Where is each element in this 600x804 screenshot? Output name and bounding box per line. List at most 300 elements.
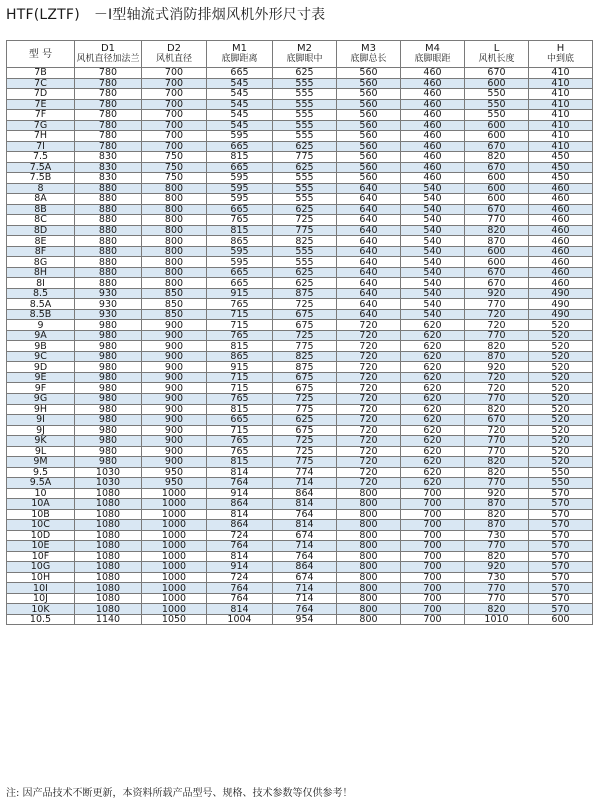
model-cell: 7.5A	[7, 162, 75, 173]
value-cell: 700	[142, 110, 207, 121]
value-cell: 560	[337, 99, 401, 110]
value-cell: 825	[273, 236, 337, 247]
value-cell: 700	[401, 530, 465, 541]
table-row	[7, 593, 593, 604]
value-cell: 880	[75, 257, 142, 268]
value-cell: 765	[207, 299, 273, 310]
value-cell: 620	[401, 362, 465, 373]
value-cell: 720	[337, 446, 401, 457]
footnote: 注: 因产品技术不断更新，本资料所载产品型号、规格、技术参数等仅供参考！	[6, 788, 353, 799]
model-cell: 8D	[7, 225, 75, 236]
value-cell: 980	[75, 393, 142, 404]
model-cell: 8F	[7, 246, 75, 257]
value-cell: 570	[529, 499, 593, 510]
value-cell: 640	[337, 278, 401, 289]
value-cell: 570	[529, 604, 593, 615]
value-cell: 830	[75, 152, 142, 163]
value-cell: 800	[337, 614, 401, 625]
value-cell: 764	[207, 593, 273, 604]
value-cell: 875	[273, 288, 337, 299]
value-cell: 770	[465, 393, 529, 404]
header-m4: M4 底脚眼距	[401, 41, 465, 68]
value-cell: 720	[337, 341, 401, 352]
value-cell: 1080	[75, 562, 142, 573]
value-cell: 814	[207, 509, 273, 520]
value-cell: 1050	[142, 614, 207, 625]
value-cell: 720	[337, 393, 401, 404]
value-cell: 560	[337, 89, 401, 100]
table-row	[7, 509, 593, 520]
value-cell: 764	[273, 509, 337, 520]
value-cell: 770	[465, 593, 529, 604]
table-row	[7, 499, 593, 510]
table-row	[7, 520, 593, 531]
value-cell: 800	[337, 593, 401, 604]
table-row	[7, 236, 593, 247]
table-row	[7, 68, 593, 79]
model-cell: 10I	[7, 583, 75, 594]
value-cell: 715	[207, 309, 273, 320]
table-row	[7, 309, 593, 320]
value-cell: 915	[207, 288, 273, 299]
value-cell: 764	[273, 551, 337, 562]
value-cell: 665	[207, 68, 273, 79]
value-cell: 460	[401, 110, 465, 121]
value-cell: 410	[529, 78, 593, 89]
value-cell: 914	[207, 488, 273, 499]
value-cell: 920	[465, 562, 529, 573]
value-cell: 595	[207, 131, 273, 142]
value-cell: 765	[207, 436, 273, 447]
value-cell: 1000	[142, 541, 207, 552]
model-cell: 8.5B	[7, 309, 75, 320]
value-cell: 764	[207, 541, 273, 552]
value-cell: 715	[207, 372, 273, 383]
table-row	[7, 183, 593, 194]
value-cell: 980	[75, 436, 142, 447]
value-cell: 620	[401, 425, 465, 436]
value-cell: 450	[529, 173, 593, 184]
value-cell: 1030	[75, 478, 142, 489]
table-row	[7, 120, 593, 131]
value-cell: 674	[273, 530, 337, 541]
value-cell: 815	[207, 341, 273, 352]
value-cell: 900	[142, 362, 207, 373]
value-cell: 900	[142, 320, 207, 331]
value-cell: 555	[273, 89, 337, 100]
value-cell: 670	[465, 267, 529, 278]
value-cell: 620	[401, 341, 465, 352]
value-cell: 675	[273, 425, 337, 436]
table-row	[7, 152, 593, 163]
value-cell: 520	[529, 457, 593, 468]
value-cell: 675	[273, 320, 337, 331]
model-cell: 9C	[7, 351, 75, 362]
value-cell: 625	[273, 267, 337, 278]
value-cell: 620	[401, 404, 465, 415]
value-cell: 700	[142, 141, 207, 152]
table-row	[7, 320, 593, 331]
value-cell: 545	[207, 120, 273, 131]
table-row	[7, 404, 593, 415]
value-cell: 520	[529, 330, 593, 341]
value-cell: 460	[529, 257, 593, 268]
value-cell: 800	[142, 225, 207, 236]
value-cell: 700	[142, 120, 207, 131]
value-cell: 595	[207, 194, 273, 205]
value-cell: 620	[401, 383, 465, 394]
value-cell: 1080	[75, 551, 142, 562]
table-row	[7, 467, 593, 478]
value-cell: 724	[207, 530, 273, 541]
value-cell: 800	[337, 541, 401, 552]
value-cell: 820	[465, 152, 529, 163]
table-row	[7, 288, 593, 299]
value-cell: 600	[465, 257, 529, 268]
value-cell: 490	[529, 288, 593, 299]
value-cell: 1080	[75, 488, 142, 499]
value-cell: 620	[401, 372, 465, 383]
value-cell: 770	[465, 478, 529, 489]
value-cell: 410	[529, 68, 593, 79]
value-cell: 900	[142, 372, 207, 383]
table-row	[7, 215, 593, 226]
value-cell: 980	[75, 425, 142, 436]
value-cell: 700	[401, 520, 465, 531]
value-cell: 1000	[142, 551, 207, 562]
model-cell: 8.5	[7, 288, 75, 299]
model-cell: 8A	[7, 194, 75, 205]
value-cell: 460	[401, 99, 465, 110]
value-cell: 670	[465, 204, 529, 215]
table-row	[7, 530, 593, 541]
value-cell: 570	[529, 488, 593, 499]
value-cell: 520	[529, 341, 593, 352]
value-cell: 460	[401, 68, 465, 79]
value-cell: 570	[529, 520, 593, 531]
model-cell: 9D	[7, 362, 75, 373]
value-cell: 780	[75, 110, 142, 121]
table-row	[7, 478, 593, 489]
model-cell: 9A	[7, 330, 75, 341]
value-cell: 820	[465, 467, 529, 478]
model-cell: 9J	[7, 425, 75, 436]
value-cell: 820	[465, 457, 529, 468]
model-cell: 8B	[7, 204, 75, 215]
value-cell: 770	[465, 299, 529, 310]
value-cell: 920	[465, 288, 529, 299]
model-cell: 8.5A	[7, 299, 75, 310]
value-cell: 770	[465, 330, 529, 341]
value-cell: 620	[401, 467, 465, 478]
value-cell: 720	[465, 383, 529, 394]
value-cell: 640	[337, 246, 401, 257]
value-cell: 555	[273, 78, 337, 89]
value-cell: 870	[465, 351, 529, 362]
value-cell: 900	[142, 436, 207, 447]
value-cell: 880	[75, 215, 142, 226]
value-cell: 570	[529, 509, 593, 520]
value-cell: 1010	[465, 614, 529, 625]
value-cell: 914	[207, 562, 273, 573]
value-cell: 545	[207, 78, 273, 89]
value-cell: 1080	[75, 572, 142, 583]
value-cell: 700	[401, 499, 465, 510]
value-cell: 460	[529, 183, 593, 194]
value-cell: 775	[273, 341, 337, 352]
value-cell: 814	[273, 520, 337, 531]
value-cell: 800	[142, 267, 207, 278]
value-cell: 600	[465, 183, 529, 194]
value-cell: 930	[75, 288, 142, 299]
value-cell: 800	[337, 604, 401, 615]
value-cell: 460	[401, 141, 465, 152]
value-cell: 900	[142, 351, 207, 362]
model-cell: 7F	[7, 110, 75, 121]
table-row	[7, 583, 593, 594]
page-title	[6, 4, 325, 24]
model-cell: 10A	[7, 499, 75, 510]
value-cell: 640	[337, 299, 401, 310]
table-row	[7, 225, 593, 236]
header-d2: D2 风机直径	[142, 41, 207, 68]
value-cell: 720	[465, 309, 529, 320]
value-cell: 900	[142, 393, 207, 404]
model-cell: 10F	[7, 551, 75, 562]
value-cell: 545	[207, 110, 273, 121]
value-cell: 670	[465, 162, 529, 173]
value-cell: 820	[465, 404, 529, 415]
value-cell: 620	[401, 415, 465, 426]
value-cell: 880	[75, 204, 142, 215]
value-cell: 625	[273, 141, 337, 152]
value-cell: 410	[529, 120, 593, 131]
value-cell: 800	[337, 583, 401, 594]
value-cell: 700	[401, 604, 465, 615]
value-cell: 665	[207, 204, 273, 215]
value-cell: 1080	[75, 583, 142, 594]
value-cell: 720	[465, 425, 529, 436]
model-cell: 10.5	[7, 614, 75, 625]
value-cell: 670	[465, 278, 529, 289]
value-cell: 490	[529, 299, 593, 310]
value-cell: 555	[273, 99, 337, 110]
value-cell: 900	[142, 404, 207, 415]
value-cell: 814	[207, 551, 273, 562]
value-cell: 570	[529, 562, 593, 573]
value-cell: 865	[207, 351, 273, 362]
value-cell: 800	[337, 499, 401, 510]
model-cell: 7.5	[7, 152, 75, 163]
value-cell: 720	[337, 467, 401, 478]
value-cell: 725	[273, 436, 337, 447]
table-row	[7, 425, 593, 436]
table-row	[7, 488, 593, 499]
value-cell: 980	[75, 330, 142, 341]
value-cell: 670	[465, 415, 529, 426]
value-cell: 640	[337, 288, 401, 299]
value-cell: 1080	[75, 509, 142, 520]
value-cell: 520	[529, 362, 593, 373]
value-cell: 1000	[142, 583, 207, 594]
value-cell: 560	[337, 173, 401, 184]
model-cell: 10H	[7, 572, 75, 583]
value-cell: 825	[273, 351, 337, 362]
value-cell: 700	[142, 78, 207, 89]
table-row	[7, 257, 593, 268]
value-cell: 460	[529, 215, 593, 226]
value-cell: 870	[465, 236, 529, 247]
model-cell: 8	[7, 183, 75, 194]
value-cell: 764	[207, 583, 273, 594]
value-cell: 720	[465, 320, 529, 331]
value-cell: 640	[337, 267, 401, 278]
value-cell: 460	[401, 131, 465, 142]
value-cell: 820	[465, 225, 529, 236]
model-cell: 8H	[7, 267, 75, 278]
value-cell: 700	[142, 89, 207, 100]
value-cell: 800	[142, 215, 207, 226]
value-cell: 540	[401, 278, 465, 289]
value-cell: 880	[75, 278, 142, 289]
value-cell: 625	[273, 162, 337, 173]
value-cell: 850	[142, 299, 207, 310]
value-cell: 555	[273, 246, 337, 257]
value-cell: 560	[337, 110, 401, 121]
value-cell: 555	[273, 131, 337, 142]
table-row	[7, 194, 593, 205]
value-cell: 460	[529, 246, 593, 257]
value-cell: 770	[465, 436, 529, 447]
value-cell: 555	[273, 194, 337, 205]
table-row	[7, 299, 593, 310]
value-cell: 640	[337, 225, 401, 236]
value-cell: 1000	[142, 604, 207, 615]
value-cell: 1080	[75, 520, 142, 531]
model-cell: 9K	[7, 436, 75, 447]
model-cell: 9E	[7, 372, 75, 383]
value-cell: 800	[337, 562, 401, 573]
value-cell: 900	[142, 457, 207, 468]
model-cell: 9F	[7, 383, 75, 394]
value-cell: 570	[529, 541, 593, 552]
value-cell: 814	[273, 499, 337, 510]
value-cell: 920	[465, 488, 529, 499]
value-cell: 780	[75, 131, 142, 142]
table-row	[7, 572, 593, 583]
model-cell: 10C	[7, 520, 75, 531]
value-cell: 980	[75, 404, 142, 415]
value-cell: 930	[75, 309, 142, 320]
value-cell: 665	[207, 278, 273, 289]
value-cell: 520	[529, 404, 593, 415]
value-cell: 980	[75, 341, 142, 352]
value-cell: 520	[529, 372, 593, 383]
model-cell: 9.5A	[7, 478, 75, 489]
value-cell: 780	[75, 141, 142, 152]
value-cell: 720	[337, 478, 401, 489]
value-cell: 595	[207, 173, 273, 184]
value-cell: 720	[337, 457, 401, 468]
value-cell: 570	[529, 572, 593, 583]
value-cell: 700	[401, 551, 465, 562]
value-cell: 640	[337, 194, 401, 205]
value-cell: 950	[142, 478, 207, 489]
value-cell: 540	[401, 236, 465, 247]
value-cell: 560	[337, 162, 401, 173]
value-cell: 665	[207, 415, 273, 426]
model-cell: 10E	[7, 541, 75, 552]
table-row	[7, 383, 593, 394]
value-cell: 714	[273, 593, 337, 604]
value-cell: 850	[142, 288, 207, 299]
value-cell: 864	[273, 488, 337, 499]
value-cell: 410	[529, 99, 593, 110]
value-cell: 550	[529, 467, 593, 478]
table-row	[7, 78, 593, 89]
value-cell: 815	[207, 152, 273, 163]
header-l: L 风机长度	[465, 41, 529, 68]
model-cell: 10D	[7, 530, 75, 541]
value-cell: 460	[401, 173, 465, 184]
value-cell: 725	[273, 393, 337, 404]
value-cell: 550	[465, 99, 529, 110]
value-cell: 520	[529, 383, 593, 394]
value-cell: 800	[337, 551, 401, 562]
header-m3: M3 底脚总长	[337, 41, 401, 68]
value-cell: 490	[529, 309, 593, 320]
value-cell: 815	[207, 225, 273, 236]
table-row	[7, 457, 593, 468]
value-cell: 570	[529, 530, 593, 541]
value-cell: 765	[207, 446, 273, 457]
value-cell: 800	[142, 194, 207, 205]
value-cell: 670	[465, 68, 529, 79]
value-cell: 750	[142, 152, 207, 163]
model-cell: 7I	[7, 141, 75, 152]
value-cell: 640	[337, 204, 401, 215]
value-cell: 1080	[75, 530, 142, 541]
value-cell: 595	[207, 183, 273, 194]
dimension-table	[6, 40, 593, 625]
value-cell: 775	[273, 152, 337, 163]
value-cell: 770	[465, 215, 529, 226]
value-cell: 880	[75, 267, 142, 278]
value-cell: 520	[529, 320, 593, 331]
value-cell: 600	[529, 614, 593, 625]
value-cell: 1140	[75, 614, 142, 625]
value-cell: 700	[401, 614, 465, 625]
table-row	[7, 89, 593, 100]
value-cell: 720	[337, 383, 401, 394]
table-row	[7, 267, 593, 278]
model-cell: 9I	[7, 415, 75, 426]
value-cell: 880	[75, 246, 142, 257]
model-cell: 9	[7, 320, 75, 331]
table-row	[7, 173, 593, 184]
value-cell: 540	[401, 183, 465, 194]
value-cell: 1030	[75, 467, 142, 478]
value-cell: 700	[401, 562, 465, 573]
value-cell: 640	[337, 257, 401, 268]
value-cell: 520	[529, 425, 593, 436]
value-cell: 665	[207, 162, 273, 173]
value-cell: 555	[273, 110, 337, 121]
value-cell: 540	[401, 204, 465, 215]
value-cell: 1080	[75, 604, 142, 615]
value-cell: 540	[401, 267, 465, 278]
value-cell: 560	[337, 152, 401, 163]
